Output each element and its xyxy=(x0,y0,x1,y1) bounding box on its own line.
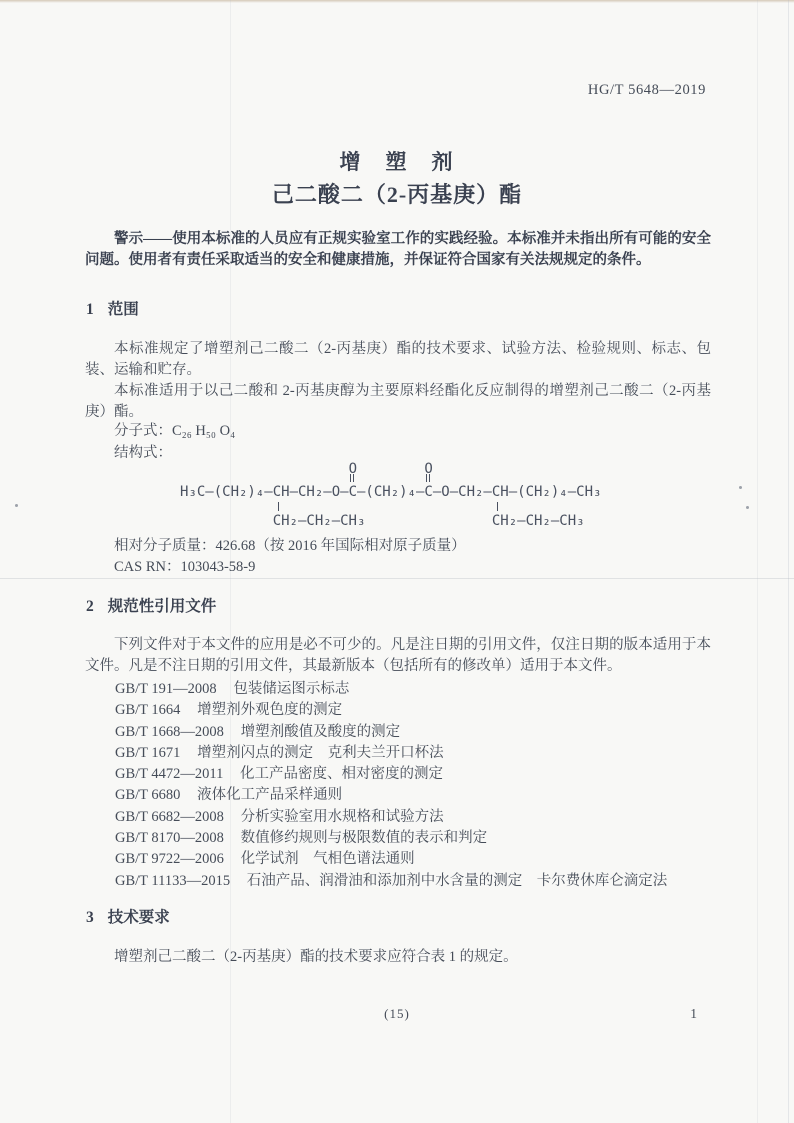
scan-paper-edge xyxy=(0,0,794,3)
document-title-category: 增 塑 剂 xyxy=(339,150,455,174)
reference-code: GB/T 191—2008 xyxy=(115,681,217,697)
section-1-heading xyxy=(86,297,139,319)
safety-warning-paragraph: 警示——使用本标准的人员应有正规实验室工作的实践经验。本标准并未指出所有可能的安全问题。使用者有责任采取适当的安全和健康措施，并保证符合国家有关法规规定的条件。 xyxy=(85,231,711,268)
reference-title: 分析实验室用水规格和试验方法 xyxy=(240,808,444,825)
scan-artifact-line xyxy=(0,578,794,579)
reference-item xyxy=(115,807,710,828)
scan-speck xyxy=(15,504,18,507)
reference-title: 增塑剂外观色度的测定 xyxy=(197,702,343,719)
double-bond-left xyxy=(350,474,354,482)
reference-item xyxy=(115,743,710,764)
reference-code: GB/T 1671 xyxy=(115,744,181,761)
cas-number-line: CAS RN：103043-58-9 xyxy=(114,559,256,575)
reference-code: GB/T 9722—2006 xyxy=(115,851,224,868)
reference-code: GB/T 6680 xyxy=(115,787,181,804)
standard-number: HG/T 5648—2019 xyxy=(587,82,706,98)
propyl-branch-right: CH₂—CH₂—CH₃ xyxy=(491,513,585,529)
molecular-formula-label: 分子式： xyxy=(114,423,172,439)
structural-formula-label: 结构式： xyxy=(114,445,172,461)
document-title-substance: 己二酸二（2-丙基庚）酯 xyxy=(271,182,523,207)
carbonyl-oxygen-left: O xyxy=(348,461,357,477)
molecular-formula-line xyxy=(85,421,711,442)
reference-code: GB/T 8170—2008 xyxy=(115,830,224,847)
scan-speck xyxy=(739,486,742,489)
reference-title: 包装储运图示标志 xyxy=(233,681,350,697)
carbonyl-oxygen-right: O xyxy=(424,461,433,477)
reference-item xyxy=(115,828,710,849)
reference-code: GB/T 1668—2008 xyxy=(115,723,224,740)
reference-item xyxy=(115,700,710,721)
footer-sheet-number: (15) xyxy=(384,1006,410,1021)
reference-title: 化学试剂 气相色谱法通则 xyxy=(240,851,415,868)
scan-speck xyxy=(746,506,749,509)
reference-title: 化工产品密度、相对密度的测定 xyxy=(240,766,444,783)
reference-title: 增塑剂酸值及酸度的测定 xyxy=(240,723,401,740)
propyl-branch-left: CH₂—CH₂—CH₃ xyxy=(272,513,366,529)
reference-item xyxy=(115,785,710,806)
reference-item xyxy=(115,764,710,785)
reference-item xyxy=(115,722,710,743)
reference-code: GB/T 6682—2008 xyxy=(115,808,224,825)
structural-formula-diagram xyxy=(180,461,610,533)
reference-title: 液体化工产品采样通则 xyxy=(197,787,343,804)
technical-requirements-paragraph: 增塑剂己二酸二（2-丙基庚）酯的技术要求应符合表 1 的规定。 xyxy=(114,949,518,965)
normative-references-list xyxy=(115,679,710,892)
reference-item xyxy=(115,871,710,892)
section-3-heading xyxy=(86,905,170,927)
main-chain: H₃C—(CH₂)₄—CH—CH₂—O—C—(CH₂)₄—C—O—CH₂—CH—(CH₂)₄—CH₃ xyxy=(180,484,602,500)
reference-title: 数值修约规则与极限数值的表示和判定 xyxy=(240,830,488,847)
double-bond-right xyxy=(426,474,430,482)
section-2-title: 规范性引用文件 xyxy=(107,598,217,615)
reference-code: GB/T 4472—2011 xyxy=(115,766,224,783)
reference-title: 石油产品、润滑油和添加剂中水含量的测定 卡尔费休库仑滴定法 xyxy=(246,872,668,889)
scope-paragraph-1: 本标准规定了增塑剂己二酸二（2-丙基庚）酯的技术要求、试验方法、检验规则、标志、包装、运输和贮存。 xyxy=(85,341,711,378)
footer-page-number: 1 xyxy=(690,1006,697,1021)
section-2-number: 2 xyxy=(86,598,94,615)
molar-mass-line: 相对分子质量：426.68（按 2016 年国际相对原子质量） xyxy=(114,538,466,554)
reference-code: GB/T 11133—2015 xyxy=(115,872,231,889)
section-2-heading xyxy=(86,594,216,616)
branch-bond-left xyxy=(278,502,279,511)
scope-paragraph-2: 本标准适用于以己二酸和 2-丙基庚醇为主要原料经酯化反应制得的增塑剂己二酸二（2-丙基庚）酯。 xyxy=(85,383,711,420)
section-1-number: 1 xyxy=(86,301,94,318)
section-3-title: 技术要求 xyxy=(107,909,170,926)
molecular-formula-value: C₂₆ H₅₀ O₄ xyxy=(172,423,236,439)
section-1-title: 范围 xyxy=(107,301,139,318)
reference-code: GB/T 1664 xyxy=(115,702,181,719)
branch-bond-right xyxy=(497,502,498,511)
reference-title: 增塑剂闪点的测定 克利夫兰开口杯法 xyxy=(197,744,444,761)
references-intro-paragraph: 下列文件对于本文件的应用是必不可少的。凡是注日期的引用文件，仅注日期的版本适用于本文件。凡是不注日期的引用文件，其最新版本（包括所有的修改单）适用于本文件。 xyxy=(85,637,711,674)
section-3-number: 3 xyxy=(86,909,94,926)
reference-item xyxy=(115,849,710,870)
reference-item xyxy=(115,679,710,700)
